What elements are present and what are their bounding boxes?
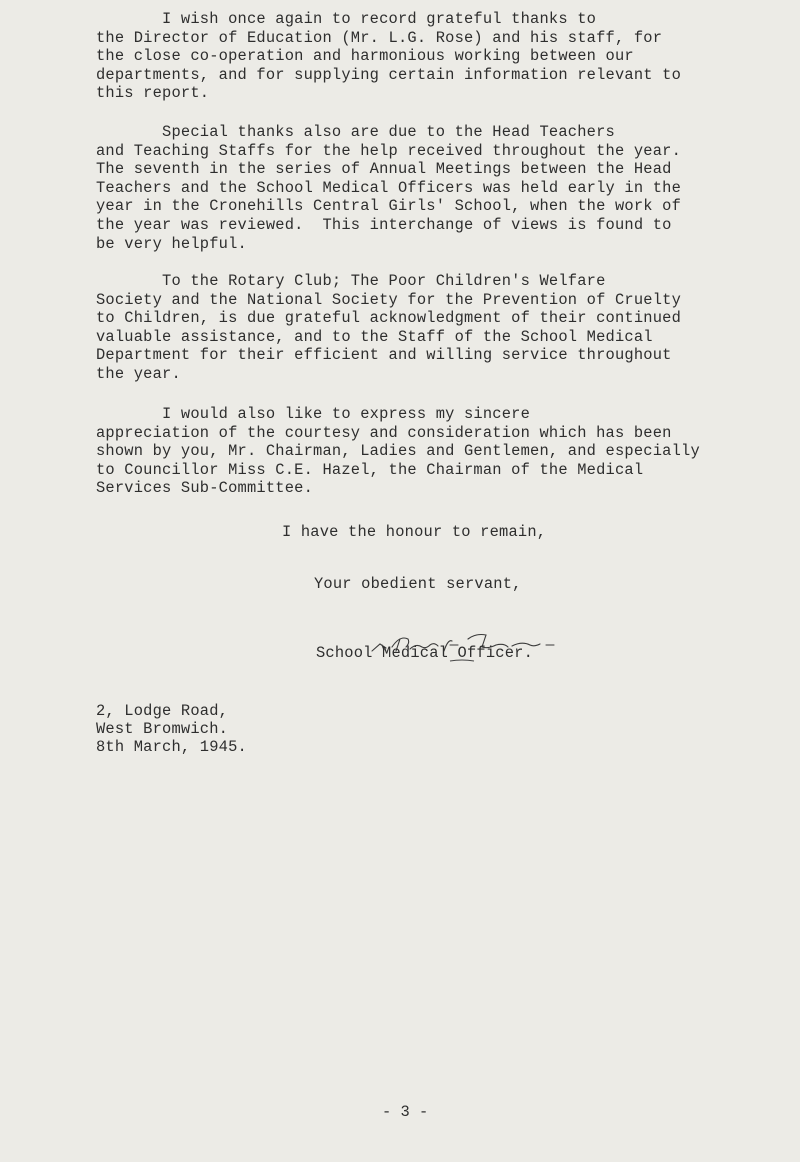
text-line: and Teaching Staffs for the help received throughout the year. — [96, 141, 682, 160]
text-line: year in the Cronehills Central Girls' School, when the work of — [96, 197, 682, 216]
paragraph-thanks-societies — [96, 272, 736, 384]
text-line: appreciation of the courtesy and consideration which has been — [96, 423, 672, 442]
text-line: Society and the National Society for the Prevention of Cruelty — [96, 290, 682, 309]
text-line: be very helpful. — [96, 234, 247, 253]
address-date: 8th March, 1945. — [96, 738, 247, 756]
text-line: departments, and for supplying certain information relevant to — [96, 65, 682, 84]
closing-remain: I have the honour to remain, — [282, 523, 547, 541]
text-line: shown by you, Mr. Chairman, Ladies and Gentlemen, and especially — [96, 442, 700, 461]
text-line: Department for their efficient and willing service throughout — [96, 346, 672, 365]
text-line: this report. — [96, 84, 210, 103]
text-line: the close co-operation and harmonious working between our — [96, 47, 634, 66]
paragraph-appreciation — [96, 405, 736, 498]
text-line: Teachers and the School Medical Officers was held early in the — [96, 178, 682, 197]
paragraph-thanks-director — [96, 10, 736, 103]
text-line: To the Rotary Club; The Poor Children's Welfare — [96, 272, 606, 290]
text-line: to Councillor Miss C.E. Hazel, the Chairman of the Medical — [96, 460, 644, 479]
text-line: I would also like to express my sincere — [96, 405, 531, 423]
text-line: to Children, is due grateful acknowledgment of their continued — [96, 309, 682, 328]
text-line: the year. — [96, 364, 181, 383]
text-line: the Director of Education (Mr. L.G. Rose) and his staff, for — [96, 28, 663, 47]
text-line: Special thanks also are due to the Head Teachers — [96, 123, 615, 141]
sender-address — [96, 702, 247, 756]
text-line: Services Sub-Committee. — [96, 479, 314, 498]
page-number: - 3 - — [382, 1103, 429, 1121]
paragraph-thanks-teachers — [96, 123, 736, 253]
closing-servant: Your obedient servant, — [314, 575, 522, 593]
text-line: the year was reviewed. This interchange of views is found to — [96, 215, 672, 234]
address-line: West Bromwich. — [96, 720, 229, 738]
text-line: valuable assistance, and to the Staff of the School Medical — [96, 327, 653, 346]
signatory-title: School Medical Officer. — [316, 644, 534, 662]
text-line: I wish once again to record grateful thanks to — [96, 10, 597, 28]
address-line: 2, Lodge Road, — [96, 702, 229, 720]
text-line: The seventh in the series of Annual Meetings between the Head — [96, 160, 672, 179]
